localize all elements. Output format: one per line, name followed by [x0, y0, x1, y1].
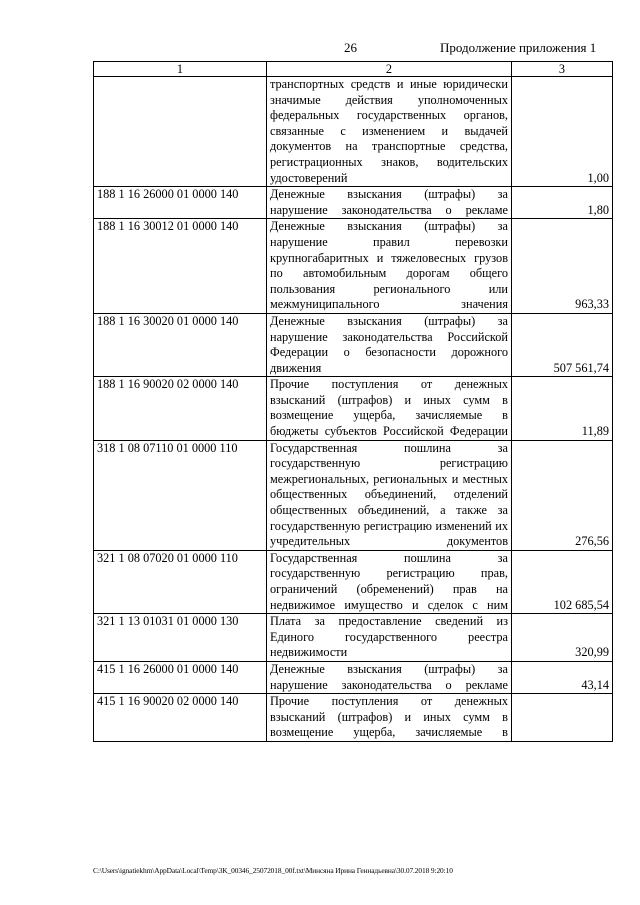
amount: 276,56	[512, 440, 613, 550]
revenue-table	[93, 61, 613, 742]
page-number: 26	[344, 40, 357, 55]
page-header	[0, 40, 640, 60]
income-description: Денежные взыскания (штрафы) за нарушение законодательства о рекламе	[267, 187, 512, 219]
budget-code: 321 1 08 07020 01 0000 110	[94, 550, 267, 613]
table-row	[94, 219, 613, 314]
file-path-footer: C:\Users\ignatiekhm\AppData\Local\Temp\3K_00346_25072018_00f.txt\Минсяна Ирина Геннадьевна\30.07.2018 9:20:10	[93, 866, 453, 875]
table-row	[94, 614, 613, 662]
table-row	[94, 377, 613, 440]
table-row	[94, 550, 613, 613]
income-description: Прочие поступления от денежных взысканий (штрафов) и иных сумм в возмещение ущерба, зачисляемые в	[267, 694, 512, 742]
income-description: Денежные взыскания (штрафы) за нарушение правил перевозки крупногабаритных и тяжеловесных грузов по автомобильным дорогам общего пользования регионального или межмуниципального значения	[267, 219, 512, 314]
amount: 507 561,74	[512, 313, 613, 376]
amount	[512, 694, 613, 742]
table-row	[94, 77, 613, 187]
budget-code: 188 1 16 90020 02 0000 140	[94, 377, 267, 440]
budget-code: 188 1 16 30012 01 0000 140	[94, 219, 267, 314]
income-description: транспортных средств и иные юридически значимые действия уполномоченных федеральных государственных органов, связанные с изменением и выдачей документов на транспортные средства, регистрационных знаков, водительских удостоверений	[267, 77, 512, 187]
column-header: 3	[512, 62, 613, 77]
table-header-row	[94, 62, 613, 77]
column-header: 2	[267, 62, 512, 77]
table-row	[94, 661, 613, 693]
amount: 102 685,54	[512, 550, 613, 613]
income-description: Денежные взыскания (штрафы) за нарушение законодательства Российской Федерации о безопасности дорожного движения	[267, 313, 512, 376]
amount: 1,80	[512, 187, 613, 219]
amount: 43,14	[512, 661, 613, 693]
amount: 320,99	[512, 614, 613, 662]
table-row	[94, 187, 613, 219]
income-description: Государственная пошлина за государственную регистрацию прав, ограничений (обременений) прав на недвижимое имущество и сделок с ним	[267, 550, 512, 613]
income-description: Денежные взыскания (штрафы) за нарушение законодательства о рекламе	[267, 661, 512, 693]
amount: 11,89	[512, 377, 613, 440]
income-description: Прочие поступления от денежных взысканий (штрафов) и иных сумм в возмещение ущерба, зачисляемые в бюджеты субъектов Российской Федерации	[267, 377, 512, 440]
amount: 963,33	[512, 219, 613, 314]
budget-code: 318 1 08 07110 01 0000 110	[94, 440, 267, 550]
table-row	[94, 313, 613, 376]
income-description: Государственная пошлина за государственную регистрацию межрегиональных, региональных и местных общественных объединений, отделений общественных объединений, а также за государственную регистрацию изменений их учредительных документов	[267, 440, 512, 550]
budget-code: 188 1 16 26000 01 0000 140	[94, 187, 267, 219]
amount: 1,00	[512, 77, 613, 187]
income-description: Плата за предоставление сведений из Единого государственного реестра недвижимости	[267, 614, 512, 662]
table-row	[94, 440, 613, 550]
table-row	[94, 694, 613, 742]
budget-code: 188 1 16 30020 01 0000 140	[94, 313, 267, 376]
budget-code	[94, 77, 267, 187]
budget-code: 415 1 16 90020 02 0000 140	[94, 694, 267, 742]
budget-code: 321 1 13 01031 01 0000 130	[94, 614, 267, 662]
column-header: 1	[94, 62, 267, 77]
continuation-label: Продолжение приложения 1	[440, 40, 597, 55]
budget-code: 415 1 16 26000 01 0000 140	[94, 661, 267, 693]
